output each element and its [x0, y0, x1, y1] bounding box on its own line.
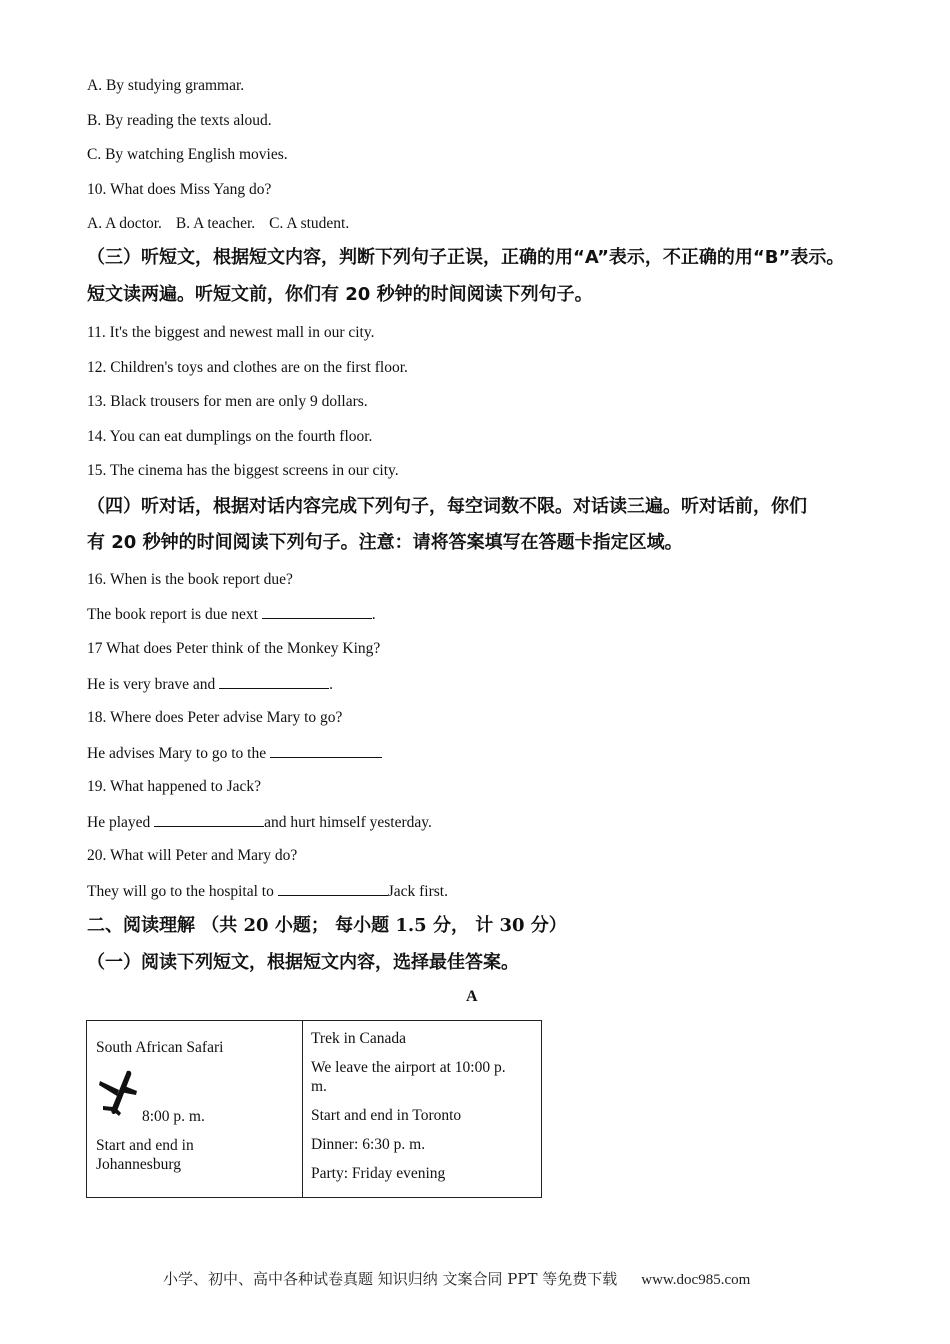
q9-option-a: A. By studying grammar.: [87, 77, 245, 94]
statement-item: 11. It's the biggest and newest mall in our city.: [87, 324, 375, 341]
q20-blank[interactable]: [278, 881, 388, 896]
right-cell-line4: Party: Friday evening: [311, 1165, 446, 1182]
q17-blank[interactable]: [219, 674, 329, 689]
statement-item: 12. Children's toys and clothes are on the first floor.: [87, 359, 408, 376]
q17-answer-prefix: He is very brave and: [87, 676, 220, 693]
q16-answer-line: [87, 604, 376, 625]
q10-question: 10. What does Miss Yang do?: [87, 181, 272, 198]
q19-question: 19. What happened to Jack?: [87, 778, 262, 795]
q17-answer-line: [87, 674, 333, 695]
statement-item: 15. The cinema has the biggest screens in our city.: [87, 462, 399, 479]
footer-text: 小学、初中、高中各种试卷真题 知识归纳 文案合同 PPT 等免费下载: [163, 1270, 618, 1288]
part2-heading: 二、阅读理解 （共 20 小题； 每小题 1.5 分， 计 30 分）: [87, 915, 567, 936]
left-cell-title: South African Safari: [96, 1039, 224, 1056]
q10-option-b: B. A teacher.: [175, 215, 256, 232]
page-footer: [163, 1268, 750, 1289]
q10-options: [87, 214, 349, 234]
right-cell-line2: Start and end in Toronto: [311, 1107, 462, 1124]
q19-blank[interactable]: [154, 812, 264, 827]
q17-question: 17 What does Peter think of the Monkey King?: [87, 640, 381, 657]
footer-url[interactable]: www.doc985.com: [641, 1272, 751, 1288]
q20-answer-prefix: They will go to the hospital to: [87, 883, 278, 900]
q16-blank[interactable]: [262, 604, 372, 619]
left-cell-place-line1: Start and end in: [96, 1137, 194, 1154]
q19-answer-line: [87, 812, 432, 833]
right-cell-title: Trek in Canada: [311, 1030, 406, 1047]
right-cell-line1b: m.: [311, 1078, 327, 1095]
passage-label: A: [466, 988, 478, 1005]
q18-answer-line: [87, 743, 382, 764]
q17-answer-suffix: .: [329, 676, 334, 693]
q19-answer-prefix: He played: [87, 814, 155, 831]
statement-item: 14. You can eat dumplings on the fourth floor.: [87, 428, 373, 445]
table-divider: [302, 1021, 303, 1197]
q16-answer-suffix: .: [371, 606, 376, 623]
q20-question: 20. What will Peter and Mary do?: [87, 847, 298, 864]
q16-answer-prefix: The book report is due next: [87, 606, 262, 623]
q19-answer-suffix: and hurt himself yesterday.: [264, 814, 432, 831]
section3-heading-line1: （三）听短文，根据短文内容，判断下列句子正误，正确的用“A”表示，不正确的用“B”表示。: [87, 247, 845, 268]
q9-option-b: B. By reading the texts aloud.: [87, 112, 272, 129]
section4-heading-line1: （四）听对话，根据对话内容完成下列句子，每空词数不限。对话读三遍。听对话前，你们: [87, 496, 807, 517]
q10-option-a: A. A doctor.: [87, 215, 162, 232]
q20-answer-line: [87, 881, 448, 902]
statement-item: 13. Black trousers for men are only 9 dollars.: [87, 393, 368, 410]
q18-answer-prefix: He advises Mary to go to the: [87, 745, 270, 762]
airplane-icon: [97, 1068, 139, 1120]
q18-question: 18. Where does Peter advise Mary to go?: [87, 709, 343, 726]
section4-heading-line2: 有 20 秒钟的时间阅读下列句子。注意：请将答案填写在答题卡指定区域。: [87, 532, 683, 553]
left-cell-place-line2: Johannesburg: [96, 1156, 181, 1173]
q10-option-c: C. A student.: [269, 215, 350, 232]
tour-table: [86, 1020, 542, 1198]
q9-option-c: C. By watching English movies.: [87, 146, 288, 163]
section3-heading-line2: 短文读两遍。听短文前，你们有 20 秒钟的时间阅读下列句子。: [87, 284, 593, 305]
left-cell-time: 8:00 p. m.: [142, 1108, 205, 1125]
part2-sub-heading: （一）阅读下列短文，根据短文内容，选择最佳答案。: [87, 952, 519, 973]
right-cell-line1: We leave the airport at 10:00 p.: [311, 1059, 506, 1076]
q16-question: 16. When is the book report due?: [87, 571, 293, 588]
q18-blank[interactable]: [270, 743, 382, 758]
q20-answer-suffix: Jack first.: [387, 883, 448, 900]
right-cell-line3: Dinner: 6:30 p. m.: [311, 1136, 426, 1153]
